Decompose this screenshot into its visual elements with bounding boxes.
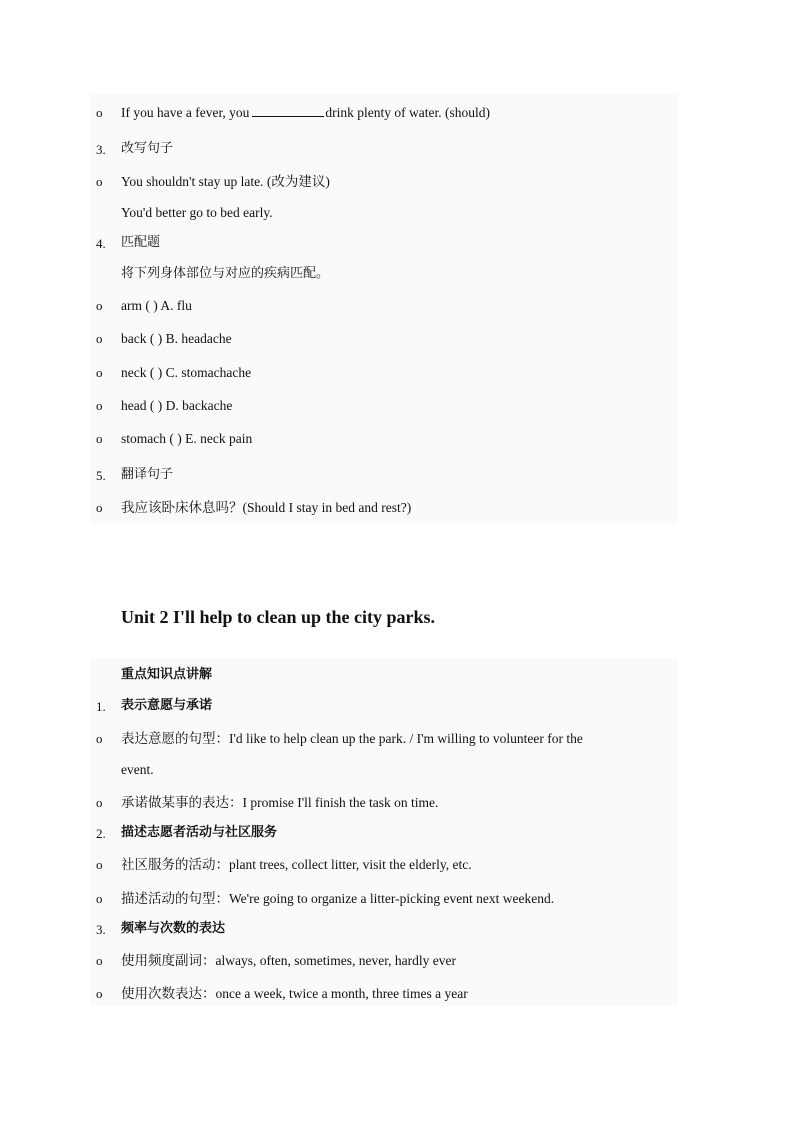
- bullet-marker: o: [96, 365, 103, 380]
- point-number: 3.: [96, 922, 106, 937]
- point-item: 承诺做某事的表达：I promise I'll finish the task on time.: [121, 795, 439, 810]
- bullet-marker: o: [96, 953, 103, 968]
- bullet-marker: o: [96, 857, 103, 872]
- bullet-marker: o: [96, 331, 103, 346]
- match-item: back ( ) B. headache: [121, 331, 232, 346]
- question-number: 4.: [96, 236, 106, 251]
- match-item: stomach ( ) E. neck pain: [121, 431, 253, 446]
- question-number: 5.: [96, 468, 106, 483]
- point-item: 描述活动的句型：We're going to organize a litter-picking event next weekend.: [121, 891, 555, 906]
- question-text-after: drink plenty of water. (should): [325, 105, 490, 120]
- bullet-marker: o: [96, 174, 103, 189]
- question-text-before: If you have a fever, you: [121, 105, 250, 120]
- point-number: 1.: [96, 699, 106, 714]
- bullet-marker: o: [96, 398, 103, 413]
- bullet-marker: o: [96, 986, 103, 1001]
- bullet-marker: o: [96, 731, 103, 746]
- point-item: 表达意愿的句型：I'd like to help clean up the park. / I'm willing to volunteer for the: [121, 731, 583, 746]
- question-title: 匹配题: [121, 235, 161, 250]
- match-item: head ( ) D. backache: [121, 398, 233, 413]
- bullet-marker: o: [96, 795, 103, 810]
- question-instruction: 将下列身体部位与对应的疾病匹配。: [121, 266, 330, 281]
- point-title: 频率与次数的表达: [121, 921, 226, 936]
- answer-blank[interactable]: [252, 104, 324, 117]
- question-title: 翻译句子: [121, 467, 174, 482]
- bullet-marker: o: [96, 105, 103, 120]
- match-item: neck ( ) C. stomachache: [121, 365, 252, 380]
- point-number: 2.: [96, 826, 106, 841]
- bullet-marker: o: [96, 298, 103, 313]
- question-number: 3.: [96, 142, 106, 157]
- point-title: 描述志愿者活动与社区服务: [121, 825, 278, 840]
- question-title: 改写句子: [121, 141, 174, 156]
- fill-blank-question: [121, 104, 490, 122]
- rewrite-sentence: You shouldn't stay up late. (改为建议): [121, 174, 330, 189]
- section-subtitle: 重点知识点讲解: [121, 667, 213, 682]
- bullet-marker: o: [96, 891, 103, 906]
- bullet-marker: o: [96, 431, 103, 446]
- point-item-continuation: event.: [121, 762, 154, 777]
- rewrite-answer: You'd better go to bed early.: [121, 205, 273, 220]
- translation-item: 我应该卧床休息吗？(Should I stay in bed and rest?): [121, 500, 412, 515]
- point-item: 社区服务的活动：plant trees, collect litter, visit the elderly, etc.: [121, 857, 472, 872]
- match-item: arm ( ) A. flu: [121, 298, 192, 313]
- point-title: 表示意愿与承诺: [121, 698, 213, 713]
- bullet-marker: o: [96, 500, 103, 515]
- point-item: 使用频度副词：always, often, sometimes, never, hardly ever: [121, 953, 457, 968]
- point-item: 使用次数表达：once a week, twice a month, three times a year: [121, 986, 468, 1001]
- unit-title: Unit 2 I'll help to clean up the city parks.: [121, 607, 436, 627]
